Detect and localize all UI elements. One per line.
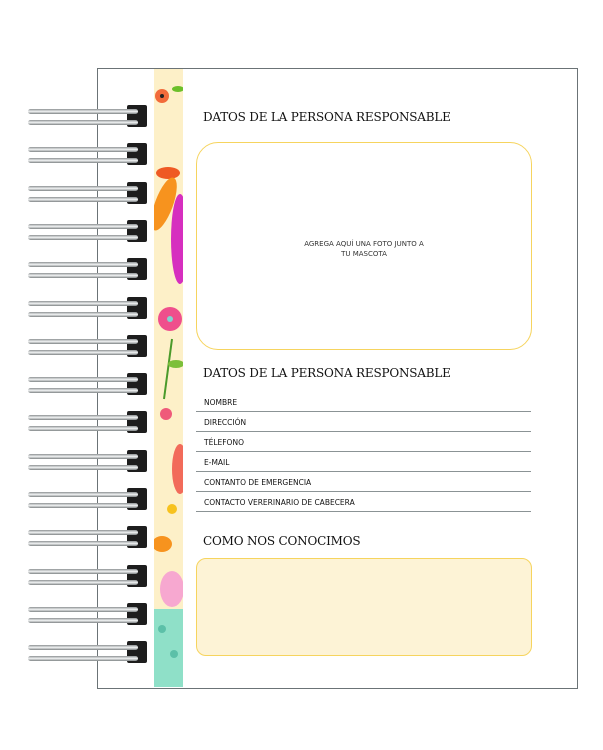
photo-placeholder-text	[197, 239, 531, 259]
spiral-ring	[28, 145, 150, 169]
spiral-ring	[28, 260, 150, 284]
spiral-ring	[28, 337, 150, 361]
photo-section-title: DATOS DE LA PERSONA RESPONSABLE	[203, 110, 451, 124]
spiral-ring	[28, 413, 150, 437]
field-nombre[interactable]	[196, 392, 531, 412]
placeholder-line-2: TU MASCOTA	[341, 250, 387, 258]
field-emergency-contact[interactable]	[196, 472, 531, 492]
story-note-box[interactable]	[196, 558, 532, 656]
field-telefono[interactable]	[196, 432, 531, 452]
spiral-ring	[28, 452, 150, 476]
spiral-ring	[28, 605, 150, 629]
spiral-ring	[28, 107, 150, 131]
spiral-ring	[28, 299, 150, 323]
spiral-ring	[28, 222, 150, 246]
field-email[interactable]	[196, 452, 531, 472]
field-label: CONTANTO DE EMERGENCIA	[204, 478, 312, 487]
photo-placeholder-frame[interactable]	[196, 142, 532, 350]
spiral-ring	[28, 375, 150, 399]
spiral-ring	[28, 184, 150, 208]
field-label: DIRECCIÓN	[204, 418, 247, 427]
spiral-ring	[28, 490, 150, 514]
spiral-ring	[28, 567, 150, 591]
spiral-ring	[28, 528, 150, 552]
field-vet-contact[interactable]	[196, 492, 531, 512]
placeholder-line-1: AGREGA AQUÍ UNA FOTO JUNTO A	[304, 240, 424, 248]
floral-decor-strip	[154, 69, 183, 687]
field-direccion[interactable]	[196, 412, 531, 432]
spiral-ring	[28, 643, 150, 667]
data-section-title: DATOS DE LA PERSONA RESPONSABLE	[203, 366, 451, 380]
field-label: NOMBRE	[204, 398, 238, 407]
floral-pattern-icon	[154, 69, 183, 687]
field-label: E-MAIL	[204, 458, 230, 467]
story-section-title: COMO NOS CONOCIMOS	[203, 534, 361, 548]
field-label: CONTACTO VERERINARIO DE CABECERA	[204, 498, 355, 507]
field-label: TÉLEFONO	[204, 438, 244, 447]
